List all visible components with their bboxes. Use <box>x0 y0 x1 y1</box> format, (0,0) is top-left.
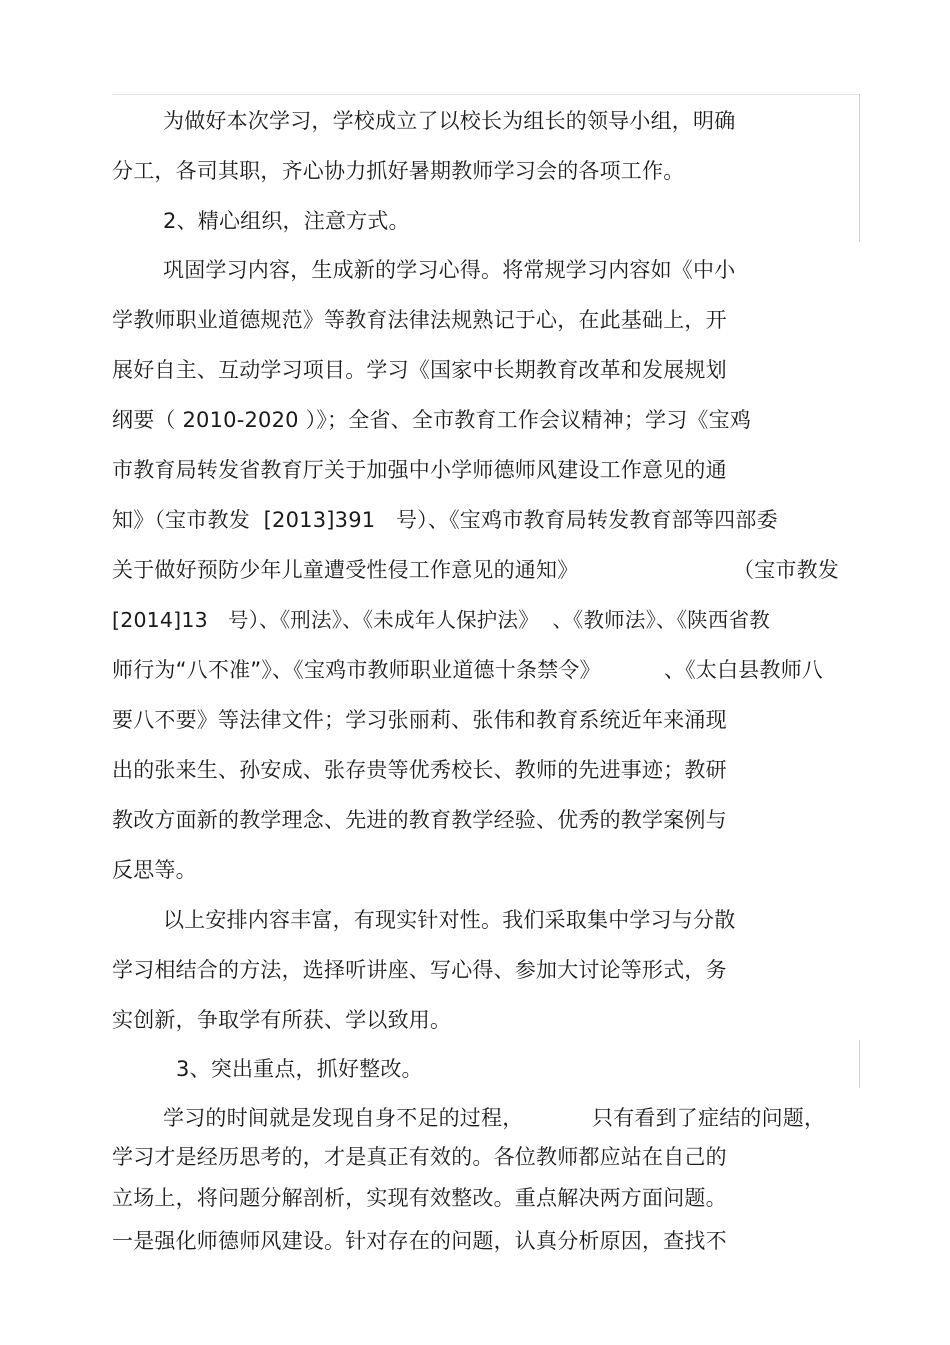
text-line: 、《太白县教师八 <box>664 658 824 682</box>
text-line: 要八不要》等法律文件；学习张丽莉、张伟和教育系统近年来涌现 <box>112 708 727 732</box>
text-line: 一是强化师德师风建设。针对存在的问题，认真分析原因，查找不 <box>112 1229 727 1253</box>
text-line: 学教师职业道德规范》等教育法律法规熟记于心，在此基础上，开 <box>112 308 727 332</box>
text-line: [2014]13 号）、《刑法》、《未成年人保护法》 、《教师法》、《陕西省教 <box>112 608 770 632</box>
text-line: 师行为“八不准”》、《宝鸡市教师职业道德十条禁令》 <box>112 658 601 682</box>
text-line: 学习才是经历思考的，才是真正有效的。各位教师都应站在自己的 <box>112 1145 727 1169</box>
text-line: 出的张来生、孙安成、张存贵等优秀校长、教师的先进事迹；教研 <box>112 758 727 782</box>
text-line: 巩固学习内容，生成新的学习心得。将常规学习内容如《中小 <box>163 258 736 282</box>
section-heading: 2、精心组织，注意方式。 <box>163 209 410 233</box>
section-heading: 3、突出重点，抓好整改。 <box>176 1057 423 1081</box>
text-line: 知》（宝市教发 [2013]391 号）、《宝鸡市教育局转发教育部等四部委 <box>112 508 778 532</box>
top-border-line <box>112 94 860 95</box>
text-line: 教改方面新的教学理念、先进的教育教学经验、优秀的教学案例与 <box>112 808 727 832</box>
text-line: 只有看到了症结的问题， <box>592 1106 826 1130</box>
text-line: 关于做好预防少年儿童遭受性侵工作意见的通知》 <box>112 558 579 582</box>
text-line: 展好自主、互动学习项目。学习《国家中长期教育改革和发展规划 <box>112 358 727 382</box>
text-line: 以上安排内容丰富，有现实针对性。我们采取集中学习与分散 <box>163 908 736 932</box>
text-line: 纲要（ 2010-2020 ）》；全省、全市教育工作会议精神；学习《宝鸡 <box>112 408 752 432</box>
text-line: 实创新，争取学有所获、学以致用。 <box>112 1008 452 1032</box>
right-margin-line <box>859 1040 860 1088</box>
text-line: 反思等。 <box>112 858 197 882</box>
right-margin-line <box>859 94 860 242</box>
text-line: 学习相结合的方法，选择听讲座、写心得、参加大讨论等形式，务 <box>112 958 727 982</box>
text-line: 学习的时间就是发现自身不足的过程， <box>163 1106 524 1130</box>
text-line: 市教育局转发省教育厅关于加强中小学师德师风建设工作意见的通 <box>112 458 727 482</box>
text-line: 立场上，将问题分解剖析，实现有效整改。重点解决两方面问题。 <box>112 1186 727 1210</box>
text-line: （宝市教发 <box>733 558 839 582</box>
text-line: 为做好本次学习，学校成立了以校长为组长的领导小组，明确 <box>163 109 736 133</box>
text-line: 分工，各司其职，齐心协力抓好暑期教师学习会的各项工作。 <box>112 159 685 183</box>
